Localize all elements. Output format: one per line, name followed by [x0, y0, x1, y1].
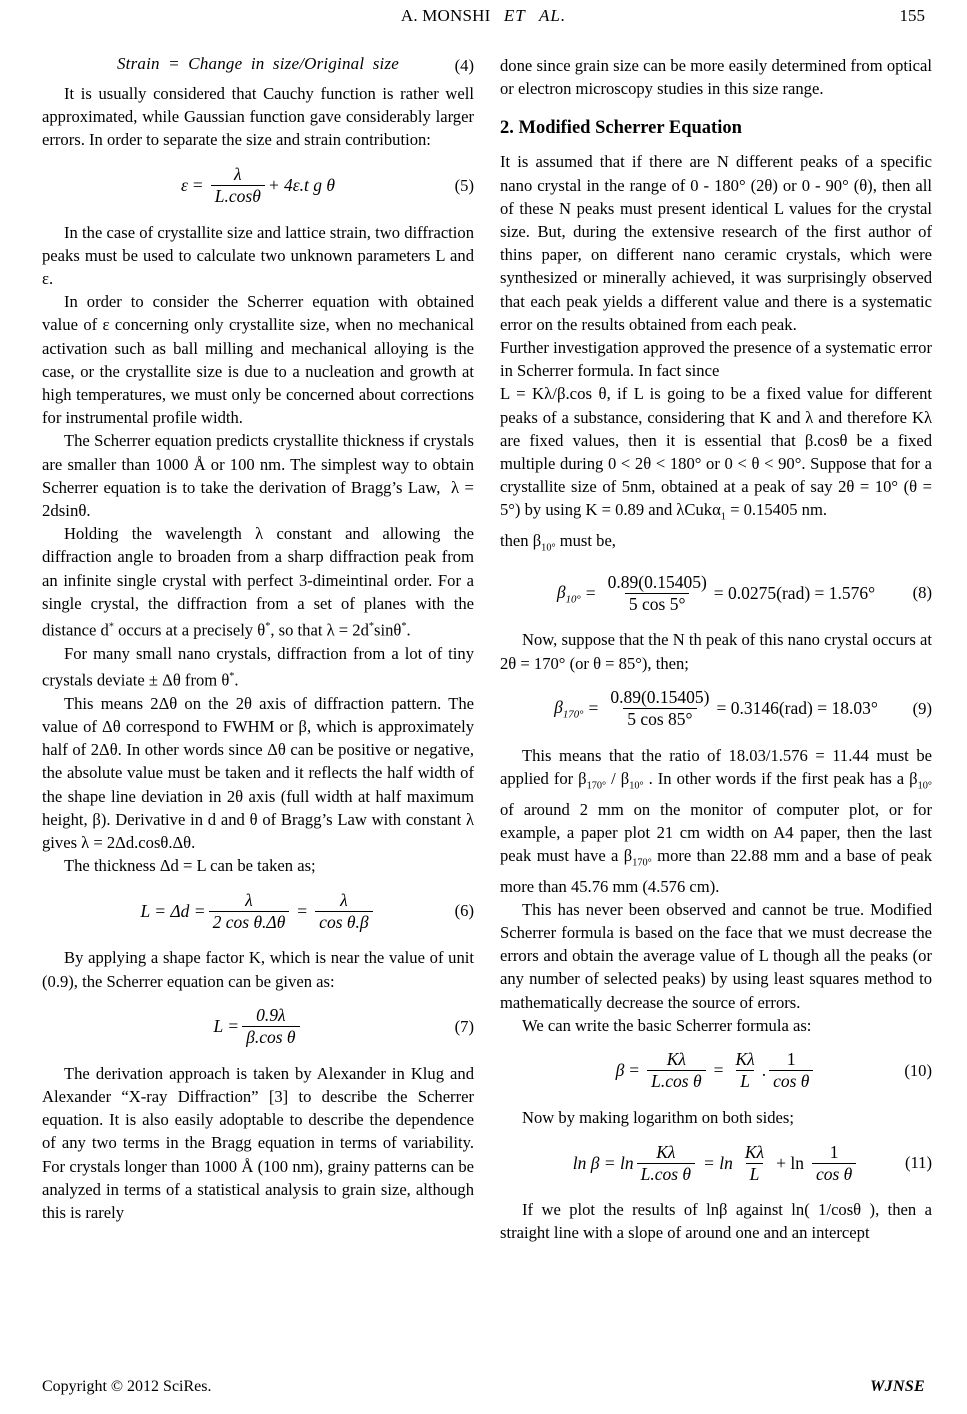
- equation-11-numerator-1: Kλ: [656, 1141, 676, 1162]
- equation-6: [42, 888, 474, 934]
- equation-4-text: Strain = Change in size/Original size: [116, 54, 400, 73]
- equation-9-denominator: 5 cos 85°: [623, 708, 696, 729]
- equation-6-denominator-2: cos θ.β: [315, 911, 372, 932]
- equation-6-math: [140, 891, 375, 932]
- equation-5-fraction: [211, 165, 265, 206]
- equation-8-denominator: 5 cos 5°: [625, 593, 690, 614]
- paragraph-then-beta: [500, 529, 932, 560]
- paragraph-scherrer-consider: In order to consider the Scherrer equation with obtained value of ε concerning only crystallite size, when no mechanical activation such as ball milling and mechanical alloying is the case, or the crystallite size is due to a nucleation and growth at high temperatures, we must only be concerned about corrections for instrumental profile width.: [42, 292, 474, 428]
- paragraph-cauchy: It is usually considered that Cauchy function is rather well approximated, while Gaussian function gave considerably larger errors. In order to separate the size and strain contribution:: [42, 84, 474, 150]
- equation-5-tail: + 4ε.t g θ: [267, 175, 335, 196]
- left-column: [42, 54, 474, 1245]
- nano-text-b: .: [234, 670, 239, 690]
- equation-5-numerator: λ: [234, 164, 242, 185]
- equation-6-numerator-2: λ: [340, 889, 348, 910]
- equation-6-number: (6): [454, 901, 474, 921]
- journal-abbreviation: WJNSE: [870, 1378, 925, 1395]
- equation-10-number: (10): [904, 1060, 932, 1080]
- holding-text-c: , so that λ = 2d: [270, 620, 369, 640]
- ratio-text-c: . In other words if the first peak has a β: [643, 769, 918, 789]
- paragraph-never-observed: This has never been observed and cannot be true. Modified Scherrer formula is based on the face that we must decrease the errors and obtain the average value of L though all the peaks (or any number of selected peaks) by using least squares method to mathematically decrease the source of errors.: [500, 899, 932, 1012]
- equation-8-math: [557, 573, 875, 614]
- theta-star-superscript-2: *: [401, 621, 407, 633]
- copyright-notice: Copyright © 2012 SciRes.: [42, 1378, 212, 1395]
- equation-8-numerator: 0.89(0.15405): [607, 571, 707, 592]
- holding-text-a: Holding the wavelength λ constant and allowing the diffraction angle to broaden from a sharp diffraction peak from an infinite single crystal with perfect 3-dimeintinal order. For a single crystal, the diffraction from a set of planes with the distance d: [42, 524, 474, 640]
- paragraph-crystallite-strain: In the case of crystallite size and lattice strain, two diffraction peaks must be used to calculate two unknown parameters L and ε.: [42, 222, 474, 289]
- equation-9-subscript: 170°: [562, 708, 584, 721]
- equation-10-fraction-1: [647, 1050, 705, 1091]
- equation-8-number: (8): [912, 583, 932, 603]
- paragraph-many-small-nano: [42, 642, 474, 692]
- then-beta-text-b: must be,: [555, 530, 616, 550]
- paragraph-nth-peak: Now, suppose that the N th peak of this nano crystal occurs at 2θ = 170° (or θ = 85°), then;: [500, 630, 932, 673]
- equation-10-numerator-1: Kλ: [666, 1049, 687, 1070]
- paragraph-scherrer-predicts: [42, 429, 474, 522]
- equation-7-numerator: 0.9λ: [256, 1005, 286, 1026]
- equation-10-fraction-2: [731, 1050, 758, 1091]
- ratio-sub-1: 170°: [586, 780, 607, 792]
- further-text-a: Further investigation approved the presence of a systematic error in Scherrer formula. In fact since: [500, 338, 932, 381]
- equation-7-lhs: L =: [213, 1016, 240, 1037]
- equation-7-number: (7): [454, 1016, 474, 1036]
- equation-6-fraction-1: [209, 891, 290, 932]
- running-head: [42, 0, 925, 40]
- equation-9-equals: =: [588, 698, 599, 719]
- ratio-sub-4: 170°: [632, 857, 652, 869]
- equation-6-denominator-1: 2 cos θ.Δθ: [209, 911, 290, 932]
- equation-9-number: (9): [912, 698, 932, 718]
- paragraph-scherrer-predicts-end: .: [86, 501, 91, 521]
- equation-7: [42, 1004, 474, 1050]
- equation-11-plus-ln: + ln: [776, 1152, 804, 1173]
- equation-5-denominator: L.cosθ: [211, 185, 265, 206]
- equation-10-math: [616, 1050, 817, 1091]
- equation-7-fraction: [242, 1006, 299, 1047]
- equation-9-fraction: [606, 688, 713, 729]
- equation-9-numerator: 0.89(0.15405): [610, 687, 710, 708]
- equation-6-lhs: L = Δd =: [140, 900, 206, 921]
- ratio-text-a: This means that the ratio of 18.03/1.576 = 11.44 must be applied for β: [500, 745, 932, 789]
- further-text-c: = 0.15405 nm.: [725, 500, 828, 520]
- equation-9-tail: = 0.3146(rad) = 18.03°: [716, 698, 878, 719]
- equation-8-subscript: 10°: [565, 593, 581, 606]
- paragraph-holding-wavelength: [42, 522, 474, 642]
- equation-8-beta: β: [556, 581, 566, 602]
- equation-7-denominator: β.cos θ: [242, 1026, 299, 1047]
- equation-5-lhs: ε: [181, 175, 188, 196]
- nano-text-a: For many small nano crystals, diffraction from a lot of tiny crystals deviate ± Δθ from θ: [42, 643, 474, 690]
- equation-5-number: (5): [454, 175, 474, 195]
- ratio-sub-3: 10°: [917, 780, 932, 792]
- equation-10-numerator-3: 1: [786, 1049, 796, 1070]
- equation-10-denominator-3: cos θ: [769, 1070, 813, 1091]
- paragraph-logarithm: Now by making logarithm on both sides;: [522, 1107, 794, 1127]
- holding-text-end: .: [406, 620, 411, 640]
- equation-5-math: [181, 165, 335, 206]
- paragraph-thickness: The thickness Δd = L can be taken as;: [64, 856, 316, 876]
- running-head-authors: A. MONSHI: [400, 6, 491, 25]
- page-number: 155: [899, 6, 925, 25]
- equation-11-denominator-2: L: [746, 1163, 764, 1184]
- equation-8-lhs: [557, 582, 581, 606]
- running-head-title: [401, 6, 566, 26]
- paragraph-basic-formula: We can write the basic Scherrer formula as:: [522, 1015, 812, 1035]
- equation-10-denominator-1: L.cos θ: [647, 1070, 705, 1091]
- ratio-sub-2: 10°: [629, 780, 644, 792]
- paragraph-grain-size: done since grain size can be more easily determined from optical or electron microscopy studies in this size range.: [500, 56, 932, 99]
- equation-8-tail: = 0.0275(rad) = 1.576°: [713, 582, 876, 603]
- equation-9-beta: β: [554, 697, 563, 718]
- d-star-superscript-2: *: [368, 621, 375, 633]
- braggs-law-math: λ = 2dsinθ: [42, 477, 474, 521]
- scherrer-L-formula: L = Kλ/β.cos θ: [500, 384, 607, 404]
- equation-11-denominator-3: cos θ: [812, 1163, 856, 1184]
- equation-11-fraction-3: [812, 1143, 856, 1184]
- two-column-layout: [42, 54, 932, 1245]
- equation-11-denominator-1: L.cos θ: [637, 1163, 695, 1184]
- paragraph-derivation-approach: The derivation approach is taken by Alexander in Klug and Alexander “X-ray Diffraction” [3] to describe the Scherrer equation. It is also easily adoptable to describe the dependence of any two terms in the Bragg equation in terms of variability. For crystals longer than 1000 Å (100 nm), grainy patterns can be analyzed in terms of a statistical analysis to grain size, although this is rarely: [42, 1063, 474, 1222]
- right-column: [500, 54, 932, 1245]
- paragraph-assumed-peaks: It is assumed that if there are N different peaks of a specific nano crystal in the range of 0 - 180° (2θ) or 0 - 90° (θ), then all of these N peaks must present identical L values for the crystal size. But, during the extensive research of the first author of thins paper, on different nano ceramic crystals, which were synthesized or minerally achieved, it was surprisingly observed that each peak yields a different value and there is a systematic error on the results obtained from each peak.: [500, 152, 932, 334]
- equation-11-equals-2: = ln: [703, 1152, 733, 1173]
- equation-10-equals: =: [629, 1060, 640, 1081]
- equation-9-math: [554, 688, 878, 729]
- paragraph-ratio: [500, 744, 932, 898]
- equation-11-fraction-1: [637, 1143, 695, 1184]
- page-footer: [42, 1378, 925, 1396]
- equation-8-equals: =: [585, 582, 596, 603]
- equation-10-denominator-2: L: [736, 1070, 754, 1091]
- further-text-b: , if L is going to be a fixed value for different peaks of a substance, considering that K and λ and therefore Kλ are fixed values, then it is essential that β.cosθ be a fixed multiple during 0 < 2θ < 180° or 0 < θ < 90°. Suppose that for a crystallite size of 5nm, obtained at a peak of say 2θ = 10° (θ = 5°) by using K = 0.89 and λCukα: [500, 384, 932, 520]
- equation-5: [42, 163, 474, 209]
- equation-11-numerator-2: Kλ: [744, 1141, 765, 1162]
- equation-10-fraction-3: [769, 1050, 813, 1091]
- beta-10-subscript: 10°: [541, 542, 556, 554]
- section-heading-modified-scherrer: 2. Modified Scherrer Equation: [500, 118, 742, 139]
- equation-5-equals: =: [192, 175, 203, 196]
- equation-11-number: (11): [904, 1153, 932, 1173]
- cuka-subscript: 1: [720, 511, 726, 523]
- equation-11-numerator-3: 1: [829, 1141, 839, 1162]
- equation-7-math: [214, 1006, 303, 1047]
- paragraph-this-means: This means 2Δθ on the 2θ axis of diffraction pattern. The value of Δθ correspond to FWHM or β, which is approximately half of 2Δθ. In other words since Δθ can be positive or negative, the absolute value must be taken and it reflects the half width of the shape line deviation in 2θ axis (full width at half maximum height, β). Derivative in d and θ of Bragg’s Law with constant λ gives λ = 2Δd.cosθ.Δθ.: [42, 693, 474, 852]
- holding-text-d: sinθ: [374, 620, 402, 640]
- equation-4-number: (4): [454, 56, 474, 75]
- equation-4: [42, 54, 474, 78]
- paragraph-shape-factor: By applying a shape factor K, which is near the value of unit (0.9), the Scherrer equation can be given as:: [42, 948, 474, 991]
- holding-text-b: occurs at a precisely θ: [113, 620, 266, 640]
- equation-8-fraction: [604, 573, 711, 614]
- equation-11-fraction-2: [741, 1143, 768, 1184]
- equation-10-dot: .: [761, 1060, 767, 1081]
- equation-6-fraction-2: [315, 891, 372, 932]
- theta-star-superscript-3: *: [229, 671, 235, 682]
- equation-11-math: [573, 1143, 860, 1184]
- ratio-text-b: / β: [606, 769, 630, 789]
- equation-10-equals-2: =: [713, 1060, 724, 1081]
- then-beta-text-a: then β: [500, 530, 542, 550]
- equation-10-numerator-2: Kλ: [735, 1049, 755, 1070]
- equation-8: [500, 570, 932, 616]
- paragraph-further-investigation: [500, 336, 932, 529]
- ratio-text-e: more than 22.88 mm and a base of peak more than 45.76 mm (4.576 cm).: [500, 846, 932, 896]
- equation-6-equals-2: =: [297, 900, 308, 921]
- equation-9-lhs: [554, 697, 583, 721]
- paragraph-scherrer-predicts-text: The Scherrer equation predicts crystallite thickness if crystals are smaller than 1000 Å or 100 nm. The simplest way to obtain Scherrer equation is to take the derivation of Bragg’s Law,: [42, 431, 474, 497]
- theta-star-superscript: *: [265, 621, 271, 633]
- equation-10-lhs: β: [615, 1060, 625, 1081]
- equation-9: [500, 686, 932, 732]
- running-head-et: ET: [503, 6, 526, 25]
- equation-11: [500, 1140, 932, 1186]
- equation-6-numerator-1: λ: [245, 889, 253, 910]
- ratio-text-d: of around 2 mm on the monitor of computer plot, or for example, a paper plot 21 cm width on A4 paper, then the last peak must have a β: [500, 799, 932, 866]
- paragraph-plot-results: If we plot the results of lnβ against ln( 1/cosθ ), then a straight line with a slope of around one and an intercept: [500, 1200, 932, 1243]
- equation-10: [500, 1048, 932, 1094]
- running-head-al: AL.: [539, 6, 567, 25]
- equation-11-lhs: ln β = ln: [572, 1152, 634, 1173]
- d-star-superscript: *: [108, 621, 114, 633]
